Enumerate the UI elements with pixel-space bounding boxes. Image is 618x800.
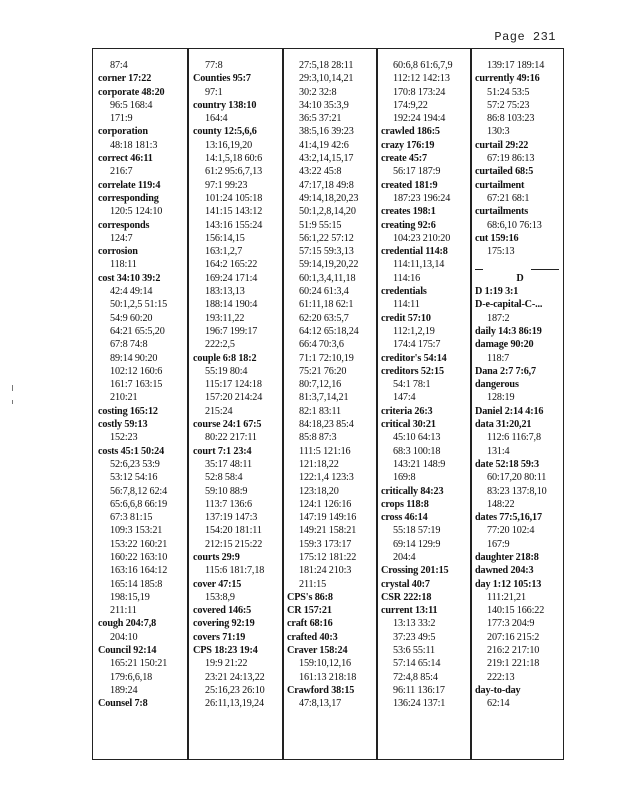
index-term: corporate 48:20 [98, 86, 165, 98]
page-reference: 56:17 187:9 [393, 166, 441, 178]
index-term: curtailment [475, 179, 525, 191]
page-reference: 164:2 165:22 [205, 259, 258, 271]
index-term: creditors 52:15 [381, 365, 444, 377]
page-reference: 189:24 [110, 684, 138, 696]
index-term: daughter 218:8 [475, 551, 539, 563]
page-reference: 29:3,10,14,21 [299, 73, 354, 85]
page-reference: 124:7 [110, 232, 133, 244]
page-reference: 60:17,20 80:11 [487, 472, 547, 484]
page-reference: 60:1,3,4,11,18 [299, 272, 356, 284]
page-reference: 61:11,18 62:1 [299, 299, 354, 311]
page-reference: 187:23 196:24 [393, 192, 451, 204]
index-term: D 1:19 3:1 [475, 286, 519, 298]
index-term: craft 68:16 [287, 618, 333, 630]
page-reference: 131:4 [487, 445, 510, 457]
page-reference: 211:15 [299, 578, 327, 590]
page-reference: 85:8 87:3 [299, 432, 337, 444]
page-reference: 83:23 137:8,10 [487, 485, 547, 497]
page-reference: 149:21 158:21 [299, 525, 357, 537]
page-reference: 169:24 171:4 [205, 272, 258, 284]
page-reference: 188:14 190:4 [205, 299, 258, 311]
page-reference: 43:2,14,15,17 [299, 153, 354, 165]
page-reference: 62:14 [487, 698, 510, 710]
page-reference: 26:11,13,19,24 [205, 698, 264, 710]
index-term: credit 57:10 [381, 312, 431, 324]
page-reference: 45:10 64:13 [393, 432, 441, 444]
page-reference: 113:7 136:6 [205, 498, 252, 510]
index-term: costing 165:12 [98, 405, 158, 417]
page-reference: 60:24 61:3,4 [299, 286, 349, 298]
page-reference: 112:1,2,19 [393, 325, 435, 337]
separator-rule [531, 269, 559, 270]
page-reference: 57:2 75:23 [487, 99, 530, 111]
index-term: creditor's 54:14 [381, 352, 447, 364]
index-term: currently 49:16 [475, 73, 540, 85]
page-reference: 141:15 143:12 [205, 206, 263, 218]
page-reference: 109:3 153:21 [110, 525, 163, 537]
page-reference: 157:20 214:24 [205, 392, 263, 404]
index-term: creating 92:6 [381, 219, 436, 231]
page-reference: 167:9 [487, 538, 510, 550]
page-reference: 169:8 [393, 472, 416, 484]
page-reference: 156:14,15 [205, 232, 245, 244]
page-reference: 77:20 102:4 [487, 525, 535, 537]
index-term: cross 46:14 [381, 512, 428, 524]
index-term: covers 71:19 [193, 631, 246, 643]
page-reference: 102:12 160:6 [110, 365, 163, 377]
page-reference: 115:17 124:18 [205, 379, 262, 391]
page-reference: 97:1 99:23 [205, 179, 248, 191]
page-reference: 53:12 54:16 [110, 472, 158, 484]
page-reference: 60:6,8 61:6,7,9 [393, 60, 453, 71]
index-term: Council 92:14 [98, 645, 157, 657]
page-reference: 136:24 137:1 [393, 698, 446, 710]
page-reference: 192:24 194:4 [393, 113, 446, 125]
page-reference: 54:1 78:1 [393, 379, 431, 391]
index-term: created 181:9 [381, 179, 438, 191]
page-reference: 177:3 204:9 [487, 618, 535, 630]
scan-artifact [12, 385, 13, 391]
page-reference: 52:8 58:4 [205, 472, 243, 484]
index-term: crazy 176:19 [381, 139, 435, 151]
index-frame [92, 48, 564, 760]
page-reference: 179:6,6,18 [110, 671, 153, 683]
page-reference: 137:19 147:3 [205, 512, 258, 524]
index-term: create 45:7 [381, 153, 427, 165]
index-term: Dana 2:7 7:6,7 [475, 365, 537, 377]
page-reference: 48:18 181:3 [110, 139, 158, 151]
index-term: day-to-day [475, 684, 521, 696]
index-term: Crossing 201:15 [381, 565, 449, 577]
page-reference: 160:22 163:10 [110, 551, 168, 563]
page-reference: 153:8,9 [205, 591, 235, 603]
page-reference: 97:1 [205, 86, 223, 98]
page-reference: 139:17 189:14 [487, 60, 545, 71]
page-reference: 187:2 [487, 312, 510, 324]
index-term: cover 47:15 [193, 578, 242, 590]
index-term: course 24:1 67:5 [193, 419, 262, 431]
page-reference: 50:1,2,8,14,20 [299, 206, 356, 218]
index-term: dangerous [475, 379, 519, 391]
scan-artifact [12, 400, 13, 404]
page-reference: 148:22 [487, 498, 515, 510]
index-term: curtail 29:22 [475, 139, 529, 151]
page-reference: 111:5 121:16 [299, 445, 351, 457]
page-reference: 47:17,18 49:8 [299, 179, 354, 191]
index-term: costly 59:13 [98, 419, 148, 431]
index-term: cough 204:7,8 [98, 618, 157, 630]
page-reference: 216:7 [110, 166, 133, 178]
page-reference: 30:2 32:8 [299, 86, 337, 98]
index-term: county 12:5,6,6 [193, 126, 257, 138]
index-term: day 1:12 105:13 [475, 578, 542, 590]
page-reference: 49:14,18,20,23 [299, 192, 359, 204]
page-reference: 175:12 181:22 [299, 551, 357, 563]
index-term: credentials [381, 286, 427, 298]
page-reference: 196:7 199:17 [205, 325, 258, 337]
index-term: court 7:1 23:4 [193, 445, 252, 457]
page-reference: 124:1 126:16 [299, 498, 352, 510]
index-term: current 13:11 [381, 605, 438, 617]
page-reference: 69:14 129:9 [393, 538, 441, 550]
index-term: data 31:20,21 [475, 419, 532, 431]
page-reference: 81:3,7,14,21 [299, 392, 349, 404]
page-reference: 164:4 [205, 113, 228, 125]
page-reference: 96:11 136:17 [393, 684, 445, 696]
page-reference: 52:6,23 53:9 [110, 458, 160, 470]
index-column-3 [287, 59, 377, 711]
index-term: costs 45:1 50:24 [98, 445, 165, 457]
page-reference: 118:11 [110, 259, 137, 271]
page-reference: 153:22 160:21 [110, 538, 168, 550]
index-term: daily 14:3 86:19 [475, 325, 542, 337]
page-reference: 147:19 149:16 [299, 512, 357, 524]
page-reference: 140:15 166:22 [487, 605, 545, 617]
index-column-1 [98, 59, 188, 711]
page-reference: 66:4 70:3,6 [299, 339, 344, 351]
page-reference: 159:10,12,16 [299, 658, 351, 670]
page-reference: 57:14 65:14 [393, 658, 441, 670]
index-term: correct 46:11 [98, 153, 153, 165]
page-reference: 112:6 116:7,8 [487, 432, 541, 444]
page-reference: 123:18,20 [299, 485, 339, 497]
index-term: corresponds [98, 219, 150, 231]
page-reference: 114:11 [393, 299, 420, 311]
page-reference: 41:4,19 42:6 [299, 139, 349, 151]
page-reference: 55:18 57:19 [393, 525, 441, 537]
page-number: Page 231 [494, 30, 556, 44]
page-reference: 114:11,13,14 [393, 259, 445, 271]
page-reference: 101:24 105:18 [205, 192, 263, 204]
index-term: covered 146:5 [193, 605, 252, 617]
page-reference: 13:16,19,20 [205, 139, 253, 151]
page-reference: 13:13 33:2 [393, 618, 436, 630]
page-reference: 25:16,23 26:10 [205, 684, 265, 696]
index-term: cost 34:10 39:2 [98, 272, 161, 284]
page-reference: 161:13 218:18 [299, 671, 357, 683]
page-reference: 174:4 175:7 [393, 339, 441, 351]
page-reference: 57:15 59:3,13 [299, 246, 354, 258]
page-reference: 174:9,22 [393, 99, 428, 111]
index-term: CPS 18:23 19:4 [193, 645, 258, 657]
page-reference: 96:5 168:4 [110, 99, 153, 111]
page-reference: 152:23 [110, 432, 138, 444]
page-reference: 121:18,22 [299, 458, 339, 470]
page-reference: 54:9 60:20 [110, 312, 153, 324]
index-term: correlate 119:4 [98, 179, 161, 191]
index-term: date 52:18 59:3 [475, 458, 539, 470]
page-reference: 67:8 74:8 [110, 339, 148, 351]
index-term: corner 17:22 [98, 73, 152, 85]
page-reference: 163:1,2,7 [205, 246, 243, 258]
page-reference: 222:2,5 [205, 339, 235, 351]
page-reference: 67:3 81:15 [110, 512, 153, 524]
page-reference: 36:5 37:21 [299, 113, 342, 125]
page-reference: 67:21 68:1 [487, 192, 530, 204]
page-reference: 175:13 [487, 246, 515, 258]
index-term: corrosion [98, 246, 138, 258]
page-reference: 215:24 [205, 405, 233, 417]
page-reference: 77:8 [205, 60, 223, 71]
index-term: creates 198:1 [381, 206, 436, 218]
page-reference: 216:2 217:10 [487, 645, 540, 657]
page-reference: 198:15,19 [110, 591, 150, 603]
page-reference: 204:10 [110, 631, 138, 643]
page-reference: 112:12 142:13 [393, 73, 450, 85]
index-term: criteria 26:3 [381, 405, 433, 417]
page-reference: 80:22 217:11 [205, 432, 257, 444]
page-reference: 159:3 173:17 [299, 538, 352, 550]
page-reference: 62:20 63:5,7 [299, 312, 349, 324]
index-term: crystal 40:7 [381, 578, 430, 590]
page-reference: 128:19 [487, 392, 515, 404]
page-reference: 143:16 155:24 [205, 219, 263, 231]
index-term: curtailed 68:5 [475, 166, 534, 178]
page-reference: 19:9 21:22 [205, 658, 248, 670]
page-reference: 55:19 80:4 [205, 365, 248, 377]
page-reference: 143:21 148:9 [393, 458, 446, 470]
index-term: couple 6:8 18:2 [193, 352, 257, 364]
index-term: Daniel 2:14 4:16 [475, 405, 544, 417]
page-reference: 84:18,23 85:4 [299, 419, 354, 431]
page-reference: 35:17 48:11 [205, 458, 252, 470]
page-reference: 115:6 181:7,18 [205, 565, 265, 577]
page-reference: 204:4 [393, 551, 416, 563]
index-term: cut 159:16 [475, 232, 519, 244]
index-column-5 [475, 59, 565, 711]
page-reference: 72:4,8 85:4 [393, 671, 438, 683]
page-reference: 65:6,6,8 66:19 [110, 498, 168, 510]
index-term: country 138:10 [193, 99, 257, 111]
page-reference: 51:24 53:5 [487, 86, 530, 98]
index-term: dawned 204:3 [475, 565, 534, 577]
index-term: Counties 95:7 [193, 73, 251, 85]
page-reference: 23:21 24:13,22 [205, 671, 265, 683]
page-reference: 59:14,19,20,22 [299, 259, 359, 271]
page-reference: 111:21,21 [487, 591, 526, 603]
index-term: CR 157:21 [287, 605, 332, 617]
page-reference: 67:19 86:13 [487, 153, 535, 165]
index-column-4 [381, 59, 471, 711]
page-reference: 64:12 65:18,24 [299, 325, 359, 337]
page-reference: 47:8,13,17 [299, 698, 342, 710]
page-reference: 120:5 124:10 [110, 206, 163, 218]
page-reference: 181:24 210:3 [299, 565, 352, 577]
separator-rule [475, 269, 483, 270]
index-column-2 [193, 59, 283, 711]
page-reference: 68:3 100:18 [393, 445, 441, 457]
page-reference: 163:16 164:12 [110, 565, 168, 577]
index-term: covering 92:19 [193, 618, 255, 630]
index-term: credential 114:8 [381, 246, 448, 258]
index-term: crawled 186:5 [381, 126, 440, 138]
page-reference: 170:8 173:24 [393, 86, 446, 98]
letter-separator [475, 258, 565, 271]
page-reference: 104:23 210:20 [393, 232, 451, 244]
index-term: CPS's 86:8 [287, 591, 333, 603]
index-term: crafted 40:3 [287, 631, 338, 643]
page-reference: 147:4 [393, 392, 416, 404]
index-term: damage 90:20 [475, 339, 534, 351]
page-reference: 64:21 65:5,20 [110, 325, 165, 337]
page-reference: 171:9 [110, 113, 133, 125]
page-reference: 50:1,2,5 51:15 [110, 299, 168, 311]
page-reference: 118:7 [487, 352, 510, 364]
index-term: Crawford 38:15 [287, 684, 355, 696]
page-reference: 219:1 221:18 [487, 658, 540, 670]
page-reference: 51:9 55:15 [299, 219, 342, 231]
page-reference: 207:16 215:2 [487, 631, 540, 643]
page-reference: 212:15 215:22 [205, 538, 263, 550]
page-reference: 161:7 163:15 [110, 379, 163, 391]
page-reference: 89:14 90:20 [110, 352, 158, 364]
index-term: crops 118:8 [381, 498, 429, 510]
page-reference: 211:11 [110, 605, 137, 617]
index-term: courts 29:9 [193, 551, 240, 563]
page-reference: 56:1,22 57:12 [299, 232, 354, 244]
page-reference: 75:21 76:20 [299, 365, 347, 377]
index-term: CSR 222:18 [381, 591, 432, 603]
page-reference: 59:10 88:9 [205, 485, 248, 497]
page-reference: 68:6,10 76:13 [487, 219, 542, 231]
page-reference: 34:10 35:3,9 [299, 99, 349, 111]
page-reference: 53:6 55:11 [393, 645, 435, 657]
page-reference: 27:5,18 28:11 [299, 60, 354, 71]
page-reference: 130:3 [487, 126, 510, 138]
page-reference: 165:21 150:21 [110, 658, 168, 670]
page-reference: 80:7,12,16 [299, 379, 342, 391]
page-reference: 43:22 45:8 [299, 166, 342, 178]
page-reference: 122:1,4 123:3 [299, 472, 354, 484]
page-reference: 37:23 49:5 [393, 631, 436, 643]
page-reference: 38:5,16 39:23 [299, 126, 354, 138]
page-reference: 183:13,13 [205, 286, 245, 298]
page-reference: 14:1,5,18 60:6 [205, 153, 263, 165]
page-reference: 42:4 49:14 [110, 286, 153, 298]
page-reference: 56:7,8,12 62:4 [110, 485, 168, 497]
section-letter: D [516, 272, 524, 284]
index-term: corresponding [98, 192, 159, 204]
page-reference: 87:4 [110, 60, 128, 71]
index-term: Counsel 7:8 [98, 698, 148, 710]
page-reference: 222:13 [487, 671, 515, 683]
page-reference: 193:11,22 [205, 312, 245, 324]
page-reference: 61:2 95:6,7,13 [205, 166, 263, 178]
index-term: critically 84:23 [381, 485, 444, 497]
page-reference: 154:20 181:11 [205, 525, 262, 537]
page-reference: 71:1 72:10,19 [299, 352, 354, 364]
page-reference: 210:21 [110, 392, 138, 404]
index-term: critical 30:21 [381, 419, 436, 431]
index-term: D-e-capital-C-... [475, 299, 543, 311]
index-term: curtailments [475, 206, 529, 218]
index-term: dates 77:5,16,17 [475, 512, 542, 524]
page-reference: 114:16 [393, 272, 421, 284]
index-term: Craver 158:24 [287, 645, 348, 657]
page-reference: 86:8 103:23 [487, 113, 535, 125]
page-reference: 82:1 83:11 [299, 405, 341, 417]
page-reference: 165:14 185:8 [110, 578, 163, 590]
index-term: corporation [98, 126, 148, 138]
